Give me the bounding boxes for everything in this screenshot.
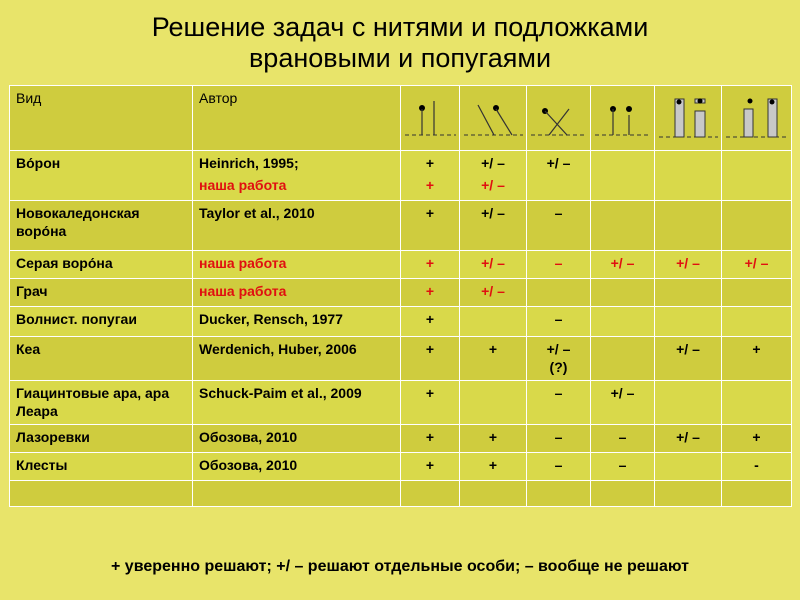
table-row bbox=[10, 481, 792, 507]
table-row bbox=[10, 337, 792, 381]
result-cell bbox=[460, 453, 527, 481]
result-cell bbox=[460, 251, 527, 279]
author-line: Heinrich, 1995; bbox=[199, 155, 299, 171]
result-mark: + bbox=[425, 177, 435, 193]
result-mark: + bbox=[425, 341, 435, 357]
result-cell bbox=[591, 307, 655, 337]
result-cell bbox=[591, 279, 655, 307]
result-cell bbox=[401, 251, 460, 279]
title-line-2: врановыми и попугаями bbox=[248, 43, 552, 73]
result-cell bbox=[655, 279, 722, 307]
result-mark: – bbox=[554, 255, 563, 271]
result-mark: + bbox=[425, 429, 435, 445]
task-diagram-substrates-icon bbox=[655, 87, 722, 145]
result-cell bbox=[722, 201, 792, 251]
author-line: наша работа bbox=[199, 255, 287, 271]
result-cell bbox=[722, 453, 792, 481]
result-mark: +/ – bbox=[481, 283, 505, 299]
author-cell bbox=[193, 307, 401, 337]
result-cell bbox=[527, 251, 591, 279]
author-cell bbox=[193, 251, 401, 279]
result-cell bbox=[527, 201, 591, 251]
result-mark: + bbox=[425, 283, 435, 299]
result-mark: +/ – bbox=[610, 385, 635, 401]
result-cell bbox=[460, 425, 527, 453]
result-cell bbox=[591, 337, 655, 381]
author-line: Обозова, 2010 bbox=[199, 429, 298, 445]
result-cell bbox=[655, 201, 722, 251]
author-cell bbox=[193, 337, 401, 381]
author-line: Ducker, Rensch, 1977 bbox=[199, 311, 343, 327]
table-row bbox=[10, 381, 792, 425]
result-mark: + bbox=[488, 341, 498, 357]
result-mark: – bbox=[618, 429, 627, 445]
result-cell bbox=[460, 381, 527, 425]
result-cell bbox=[460, 201, 527, 251]
result-cell bbox=[460, 307, 527, 337]
table-row bbox=[10, 151, 792, 201]
author-cell bbox=[193, 381, 401, 425]
header-task-3 bbox=[527, 86, 591, 151]
result-cell bbox=[591, 251, 655, 279]
table-row bbox=[10, 307, 792, 337]
result-cell bbox=[655, 307, 722, 337]
task-diagram-parallel-strings-icon bbox=[401, 87, 460, 145]
task-diagram-substrates-offset-icon bbox=[722, 87, 792, 145]
result-cell bbox=[655, 251, 722, 279]
author-line: наша работа bbox=[199, 177, 287, 193]
author-cell bbox=[193, 151, 401, 201]
result-mark: + bbox=[425, 385, 435, 401]
result-mark: – bbox=[554, 205, 563, 221]
header-task-2 bbox=[460, 86, 527, 151]
result-cell bbox=[722, 481, 792, 507]
result-cell bbox=[655, 425, 722, 453]
species-cell: Лазоревки bbox=[10, 425, 193, 453]
result-mark: – bbox=[554, 385, 563, 401]
result-cell bbox=[722, 151, 792, 201]
result-mark: - bbox=[754, 457, 759, 473]
title-line-1: Решение задач с нитями и подложками bbox=[151, 12, 649, 42]
result-mark: +/ – bbox=[676, 429, 700, 445]
result-mark: +/ – bbox=[744, 255, 769, 271]
result-mark: +/ – bbox=[481, 177, 505, 193]
result-cell bbox=[722, 381, 792, 425]
result-cell bbox=[722, 279, 792, 307]
species-cell: Волнист. попугаи bbox=[10, 307, 193, 337]
result-cell bbox=[527, 453, 591, 481]
result-cell bbox=[401, 337, 460, 381]
result-cell bbox=[527, 307, 591, 337]
result-mark: +/ – bbox=[546, 155, 571, 171]
result-mark: + bbox=[425, 311, 435, 327]
result-cell bbox=[722, 337, 792, 381]
result-cell bbox=[591, 453, 655, 481]
result-cell bbox=[460, 337, 527, 381]
result-cell bbox=[655, 337, 722, 381]
result-cell bbox=[722, 251, 792, 279]
species-cell: Серая воро́на bbox=[10, 251, 193, 279]
result-cell bbox=[401, 453, 460, 481]
result-mark: (?) bbox=[549, 359, 568, 375]
result-mark: – bbox=[554, 429, 563, 445]
result-mark: + bbox=[425, 457, 435, 473]
author-line: Taylor et al., 2010 bbox=[199, 205, 315, 221]
author-line: Обозова, 2010 bbox=[199, 457, 298, 473]
result-cell bbox=[401, 481, 460, 507]
author-line: Werdenich, Huber, 2006 bbox=[199, 341, 357, 357]
result-cell bbox=[527, 151, 591, 201]
species-cell: Клесты bbox=[10, 453, 193, 481]
author-line: Schuck-Paim et al., 2009 bbox=[199, 385, 362, 401]
results-table bbox=[9, 85, 792, 507]
result-mark: + bbox=[425, 255, 435, 271]
result-mark: + bbox=[752, 429, 761, 445]
header-task-1 bbox=[401, 86, 460, 151]
result-mark: – bbox=[618, 457, 627, 473]
result-cell bbox=[401, 279, 460, 307]
result-cell bbox=[655, 151, 722, 201]
table-row bbox=[10, 425, 792, 453]
result-cell bbox=[460, 151, 527, 201]
species-cell: Во́рон bbox=[10, 151, 193, 201]
result-cell bbox=[591, 425, 655, 453]
result-cell bbox=[527, 381, 591, 425]
header-author: Автор bbox=[193, 86, 401, 151]
header-row bbox=[10, 86, 792, 151]
result-mark: +/ – bbox=[481, 205, 505, 221]
result-cell bbox=[591, 151, 655, 201]
result-mark: +/ – bbox=[546, 341, 571, 357]
result-mark: +/ – bbox=[481, 255, 505, 271]
task-diagram-short-strings-icon bbox=[591, 87, 655, 145]
result-cell bbox=[527, 481, 591, 507]
result-mark: +/ – bbox=[676, 341, 700, 357]
species-cell: Гиацинтовые ара, ара Леара bbox=[10, 381, 193, 425]
result-mark: + bbox=[488, 457, 498, 473]
result-cell bbox=[527, 279, 591, 307]
author-cell bbox=[193, 481, 401, 507]
result-mark: + bbox=[425, 155, 435, 171]
species-cell bbox=[10, 481, 193, 507]
task-diagram-slanted-strings-icon bbox=[460, 87, 527, 145]
result-cell bbox=[591, 481, 655, 507]
result-cell bbox=[401, 307, 460, 337]
result-cell bbox=[460, 481, 527, 507]
header-task-6 bbox=[722, 86, 792, 151]
result-mark: +/ – bbox=[610, 255, 635, 271]
result-mark: – bbox=[554, 311, 563, 327]
result-mark: – bbox=[554, 457, 563, 473]
result-mark: +/ – bbox=[676, 255, 700, 271]
table-row bbox=[10, 279, 792, 307]
author-cell bbox=[193, 453, 401, 481]
result-cell bbox=[401, 381, 460, 425]
slide-title bbox=[0, 12, 800, 74]
result-mark: + bbox=[488, 429, 498, 445]
table-row bbox=[10, 201, 792, 251]
result-cell bbox=[655, 481, 722, 507]
result-cell bbox=[401, 425, 460, 453]
result-cell bbox=[722, 425, 792, 453]
result-cell bbox=[401, 151, 460, 201]
author-cell bbox=[193, 201, 401, 251]
author-cell bbox=[193, 425, 401, 453]
table-row bbox=[10, 251, 792, 279]
result-cell bbox=[591, 381, 655, 425]
result-cell bbox=[527, 337, 591, 381]
result-cell bbox=[460, 279, 527, 307]
result-cell bbox=[401, 201, 460, 251]
result-cell bbox=[655, 453, 722, 481]
result-cell bbox=[591, 201, 655, 251]
result-mark: +/ – bbox=[481, 155, 505, 171]
header-species: Вид bbox=[10, 86, 193, 151]
table-row bbox=[10, 453, 792, 481]
result-cell bbox=[655, 381, 722, 425]
legend: + уверенно решают; +/ – решают отдельные особи; – вообще не решают bbox=[111, 558, 689, 575]
header-task-5 bbox=[655, 86, 722, 151]
result-cell bbox=[527, 425, 591, 453]
author-cell bbox=[193, 279, 401, 307]
header-task-4 bbox=[591, 86, 655, 151]
species-cell: Кеа bbox=[10, 337, 193, 381]
result-mark: + bbox=[425, 205, 435, 221]
species-cell: Грач bbox=[10, 279, 193, 307]
result-mark: + bbox=[752, 341, 761, 357]
author-line: наша работа bbox=[199, 283, 287, 299]
result-cell bbox=[722, 307, 792, 337]
species-cell: Новокаледонская воро́на bbox=[10, 201, 193, 251]
task-diagram-crossed-strings-icon bbox=[527, 87, 591, 145]
